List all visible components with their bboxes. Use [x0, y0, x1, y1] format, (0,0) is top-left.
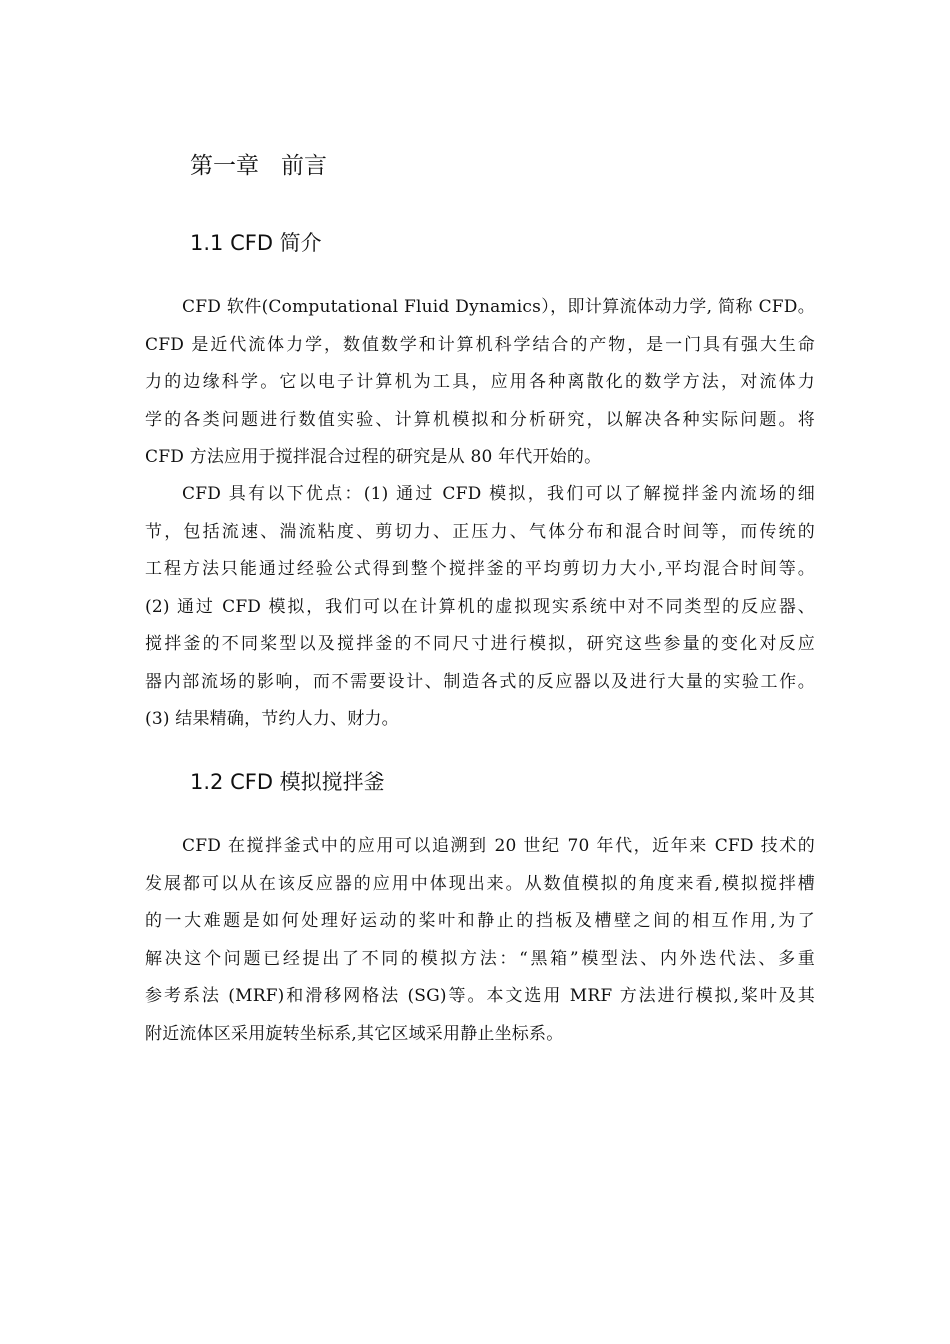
text-line: CFD 具有以下优点：(1) 通过 CFD 模拟，我们可以了解搅拌釜内流场的细	[182, 484, 815, 504]
text-line: 学的各类问题进行数值实验、计算机模拟和分析研究，以解决各种实际问题。将	[145, 409, 815, 430]
chapter-title	[190, 150, 327, 182]
paragraph-cfd-advantages	[145, 476, 815, 739]
text-line: 的一大难题是如何处理好运动的桨叶和静止的挡板及槽壁之间的相互作用,为了	[145, 911, 815, 931]
text-line: 搅拌釜的不同桨型以及搅拌釜的不同尺寸进行模拟，研究这些参量的变化对反应	[145, 634, 815, 654]
text-line: CFD 方法应用于搅拌混合过程的研究是从 80 年代开始的。	[145, 447, 602, 467]
chapter-number: 第一章	[190, 153, 259, 179]
section-heading-1-1: 1.1 CFD 简介	[190, 231, 322, 255]
paragraph-cfd-intro	[145, 289, 815, 477]
text-line: 器内部流场的影响，而不需要设计、制造各式的反应器以及进行大量的实验工作。	[145, 671, 815, 692]
text-line: 发展都可以从在该反应器的应用中体现出来。从数值模拟的角度来看,模拟搅拌槽	[145, 873, 815, 894]
text-line: CFD 在搅拌釜式中的应用可以追溯到 20 世纪 70 年代，近年来 CFD 技术的	[182, 836, 815, 856]
text-line: 参考系法 (MRF)和滑移网格法 (SG)等。本文选用 MRF 方法进行模拟,桨叶及其	[145, 986, 815, 1006]
text-line: (3) 结果精确，节约人力、财力。	[145, 709, 399, 729]
text-line: (2) 通过 CFD 模拟，我们可以在计算机的虚拟现实系统中对不同类型的反应器、	[145, 596, 815, 617]
paragraph-cfd-stirred-tank	[145, 828, 815, 1053]
text-line: CFD 软件(Computational Fluid Dynamics），即计算流体动力学, 简称 CFD。	[182, 297, 815, 317]
text-line: 节，包括流速、湍流粘度、剪切力、正压力、气体分布和混合时间等，而传统的	[145, 521, 815, 542]
text-line: 附近流体区采用旋转坐标系,其它区域采用静止坐标系。	[145, 1023, 564, 1044]
text-line: 力的边缘科学。它以电子计算机为工具，应用各种离散化的数学方法，对流体力	[145, 372, 815, 392]
text-line: 解决这个问题已经提出了不同的模拟方法：“黑箱”模型法、内外迭代法、多重	[145, 948, 815, 969]
chapter-name: 前言	[281, 153, 327, 179]
text-line: 工程方法只能通过经验公式得到整个搅拌釜的平均剪切力大小,平均混合时间等。	[145, 559, 815, 579]
text-line: CFD 是近代流体力学，数值数学和计算机科学结合的产物，是一门具有强大生命	[145, 334, 815, 355]
section-heading-1-2: 1.2 CFD 模拟搅拌釜	[190, 770, 385, 794]
